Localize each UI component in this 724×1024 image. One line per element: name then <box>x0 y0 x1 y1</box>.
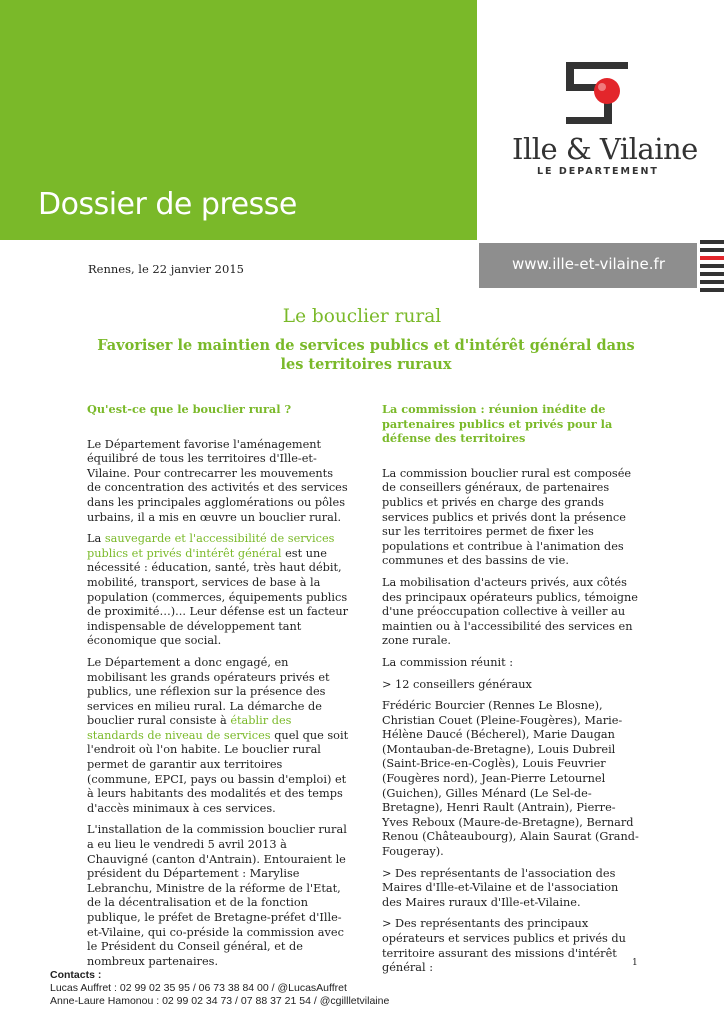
contact-line: Lucas Auffret : 02 99 02 35 95 / 06 73 38 84 00 / @LucasAuffret <box>50 981 347 994</box>
logo-subtitle: LE DEPARTEMENT <box>537 166 659 177</box>
left-column <box>87 402 349 976</box>
contact-line: Anne-Laure Hamonou : 02 99 02 34 73 / 07 88 37 21 54 / @cgillletvilaine <box>50 994 390 1007</box>
paragraph: > Des représentants des principaux opérateurs et services publics et privés du territoire assurant des missions d'intérêt général : <box>382 917 626 975</box>
paragraph: Le Département a donc engagé, en mobilisant les grands opérateurs privés et publics, une réflexion sur la présence des services en milieu rural. La démarche de bouclier rural consiste à établir des standards de niveau de services quel que soit l'endroit où l'on habite. Le bouclier rural permet de garantir aux territoires (commune, EPCI, pays ou bassin d'emploi) et à leurs habitants des modalités et des temps d'accès minimaux à ces services. <box>87 655 349 815</box>
page-number: 1 <box>632 958 638 968</box>
right-heading: La commission : réunion inédite de partenaires publics et privés pour la défense des territoires <box>382 402 613 446</box>
paragraph: > Des représentants de l'association des Maires d'Ille-et-Vilaine et de l'association des Maires ruraux d'Ille-et-Vilaine. <box>382 866 619 909</box>
stripes-icon <box>700 240 724 294</box>
paragraph: > 12 conseillers généraux <box>382 677 532 691</box>
paragraph: Le Département favorise l'aménagement équilibré de tous les territoires d'Ille-et-Vilaine. Pour contrecarrer les mouvements de concentration des activités et des services dans les principales agglomérations ou pôles urbains, il a mis en œuvre un bouclier rural. <box>87 437 348 524</box>
paragraph: La commission réunit : <box>382 655 514 669</box>
department-logo-icon <box>512 62 642 132</box>
highlight-text: sauvegarde et l'accessibilité de services publics et privés d'intérêt général <box>87 532 335 560</box>
page-subtitle: Favoriser le maintien de services publics et d'intérêt général dans les territoires ruraux <box>97 337 635 373</box>
page-title: Le bouclier rural <box>282 306 442 327</box>
right-column <box>382 402 639 983</box>
left-heading: Qu'est-ce que le bouclier rural ? <box>87 402 292 416</box>
paragraph: L'installation de la commission bouclier rural a eu lieu le vendredi 5 avril 2013 à Chauvigné (canton d'Antrain). Entouraient le président du Département : Marylise Lebranchu, Ministre de la réforme de l'Etat, de la décentralisation et de la fonction publique, le préfet de Bretagne-préfet d'Ille-et-Vilaine, qui co-préside la commission avec le Président du Conseil général, et de nombreux partenaires. <box>87 823 347 968</box>
banner-title: Dossier de presse <box>38 187 297 222</box>
website-link[interactable]: www.ille-et-vilaine.fr <box>512 255 665 273</box>
contacts-block <box>50 969 389 1007</box>
paragraph: La commission bouclier rural est composée de conseillers généraux, de partenaires publics et privés en charge des grands services publics et privés dont la présence sur les territoires permet de fixer les populations et contribue à l'animation des communes et des bassins de vie. <box>382 466 632 568</box>
paragraph: La mobilisation d'acteurs privés, aux côtés des principaux opérateurs publics, témoigne d'une préoccupation collective à veiller au maintien ou à l'accessibilité des services en zone rurale. <box>382 575 638 648</box>
paragraph: Frédéric Bourcier (Rennes Le Blosne), Christian Couet (Pleine-Fougères), Marie-Hélène Daucé (Bécherel), Marie Daugan (Montauban-de-Bretagne), Louis Dubreil (Saint-Brice-en-Coglès), Louis Feuvrier (Fougères nord), Jean-Pierre Letournel (Guichen), Gilles Ménard (Le Sel-de-Bretagne), Henri Rault (Antrain), Pierre-Yves Reboux (Maure-de-Bretagne), Bernard Renou (Châteaubourg), Alain Saurat (Grand-Fougeray). <box>382 699 639 859</box>
press-date: Rennes, le 22 janvier 2015 <box>88 262 244 276</box>
contacts-label: Contacts : <box>50 969 102 981</box>
paragraph: La sauvegarde et l'accessibilité de services publics et privés d'intérêt général est une nécessité : éducation, santé, très haut débit, mobilité, transport, services de base à la population (commerces, équipements publics de proximité…)... Leur défense est un facteur indispensable de développement tant économique que social. <box>87 532 349 648</box>
logo-name: Ille & Vilaine <box>512 132 698 166</box>
highlight-text: établir des standards de niveau de services <box>87 714 292 742</box>
